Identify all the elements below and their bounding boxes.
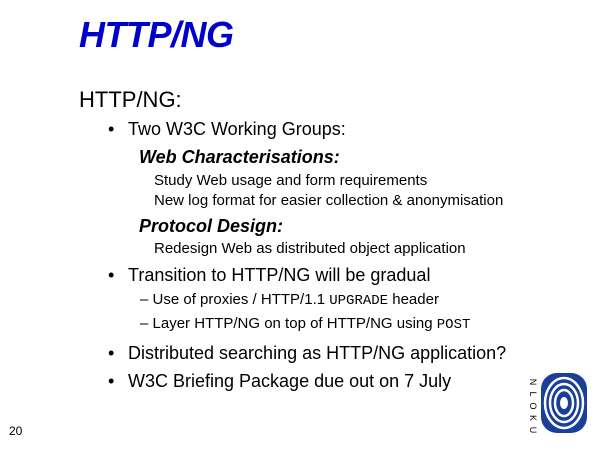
sub-tail: header bbox=[388, 291, 439, 308]
web-char-item: Study Web usage and form requirements bbox=[154, 172, 428, 189]
bullet-dot: • bbox=[108, 343, 115, 363]
bullet-transition bbox=[108, 265, 430, 286]
logo-letters bbox=[528, 376, 538, 436]
bullet-dot: • bbox=[108, 265, 115, 285]
sub-text: Layer HTTP/NG on top of HTTP/NG using bbox=[152, 315, 437, 332]
logo-emblem-icon bbox=[540, 372, 588, 434]
web-char-item: New log format for easier collection & anonymisation bbox=[154, 192, 504, 209]
sub-item-layer bbox=[140, 315, 470, 333]
bullet-dot: • bbox=[108, 119, 115, 139]
logo-letter: N bbox=[528, 378, 538, 386]
logo-letter: L bbox=[528, 391, 538, 397]
logo-letter: U bbox=[528, 426, 538, 434]
protocol-design-title: Protocol Design: bbox=[139, 216, 284, 236]
bullet-working-groups bbox=[108, 119, 346, 140]
bullet-text: W3C Briefing Package due out on 7 July bbox=[128, 371, 452, 391]
logo-letter: O bbox=[528, 402, 538, 410]
ukoln-logo bbox=[528, 372, 588, 438]
sub-item-proxies bbox=[140, 291, 439, 309]
protocol-item: Redesign Web as distributed object application bbox=[154, 240, 466, 257]
bullet-searching bbox=[108, 343, 506, 364]
bullet-briefing bbox=[108, 371, 451, 392]
slide-title: HTTP/NG bbox=[79, 14, 234, 55]
dash: – bbox=[140, 315, 153, 332]
sub-text: Use of proxies / HTTP/1.1 bbox=[152, 291, 330, 308]
dash: – bbox=[140, 291, 153, 308]
page-number: 20 bbox=[9, 424, 23, 438]
web-characterisations-title: Web Characterisations: bbox=[139, 147, 340, 167]
code-text: POST bbox=[436, 317, 471, 333]
bullet-dot: • bbox=[108, 371, 115, 391]
slide-heading: HTTP/NG: bbox=[79, 87, 182, 112]
logo-letter: K bbox=[528, 414, 538, 421]
code-text: UPGRADE bbox=[329, 293, 389, 309]
bullet-text: Transition to HTTP/NG will be gradual bbox=[128, 265, 431, 285]
bullet-text: Distributed searching as HTTP/NG application? bbox=[128, 343, 507, 363]
bullet-text: Two W3C Working Groups: bbox=[128, 119, 346, 139]
